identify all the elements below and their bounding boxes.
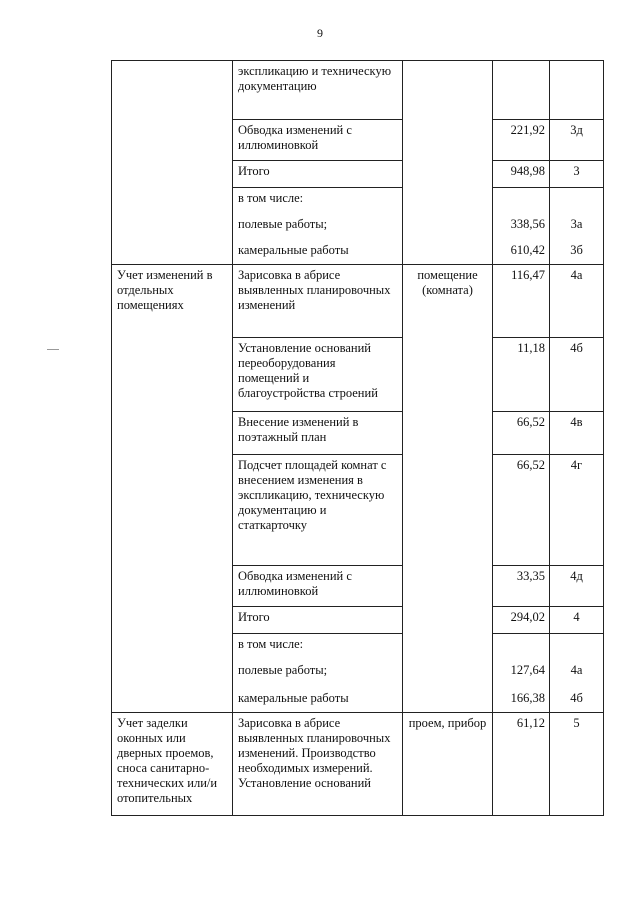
code-cell: 3б xyxy=(550,240,604,265)
cost-cell: 33,35 xyxy=(493,566,550,607)
work-cell: Зарисовка в абрисе выявленных планировочных изменений xyxy=(233,265,403,338)
cost-cell: 221,92 xyxy=(493,120,550,161)
section-cell: Учет изменений в отдельных помещениях xyxy=(112,265,233,713)
work-cell: Установление оснований переоборудования помещений и благоустройства строений xyxy=(233,338,403,412)
work-cell: Обводка изменений с иллюминовкой xyxy=(233,120,403,161)
work-cell: Внесение изменений в поэтажный план xyxy=(233,412,403,455)
cost-cell: 948,98 xyxy=(493,161,550,188)
table-row xyxy=(112,265,604,338)
code-cell: 4а xyxy=(550,660,604,688)
code-cell: 5 xyxy=(550,713,604,816)
code-cell: 4а xyxy=(550,265,604,338)
code-cell: 3д xyxy=(550,120,604,161)
code-cell: 4 xyxy=(550,607,604,634)
cost-cell: 166,38 xyxy=(493,688,550,713)
code-cell: 4д xyxy=(550,566,604,607)
code-cell: 3 xyxy=(550,161,604,188)
table-row xyxy=(112,713,604,816)
work-cell: в том числе: xyxy=(233,634,403,661)
cost-cell: 66,52 xyxy=(493,412,550,455)
work-cell: в том числе: xyxy=(233,188,403,215)
cost-cell xyxy=(493,188,550,215)
work-cell: Зарисовка в абрисе выявленных планировочных изменений. Производство необходимых измерений. Установление оснований xyxy=(233,713,403,816)
margin-mark xyxy=(47,349,59,350)
cost-cell: 61,12 xyxy=(493,713,550,816)
work-cell: камеральные работы xyxy=(233,688,403,713)
cost-cell: 127,64 xyxy=(493,660,550,688)
code-cell: 4в xyxy=(550,412,604,455)
page-number: 9 xyxy=(317,26,323,40)
code-cell: 4г xyxy=(550,455,604,566)
work-cell: экспликацию и техническую документацию xyxy=(233,61,403,120)
work-cell: Обводка изменений с иллюминовкой xyxy=(233,566,403,607)
code-cell: 4б xyxy=(550,338,604,412)
cost-cell: 116,47 xyxy=(493,265,550,338)
table-row xyxy=(112,61,604,120)
unit-cell: помещение (комната) xyxy=(403,265,493,713)
code-cell: 3а xyxy=(550,214,604,240)
code-cell xyxy=(550,188,604,215)
work-cell: Подсчет площадей комнат с внесением изменения в экспликацию, техническую документацию и статкарточку xyxy=(233,455,403,566)
code-cell xyxy=(550,61,604,120)
unit-cell: проем, прибор xyxy=(403,713,493,816)
cost-cell: 294,02 xyxy=(493,607,550,634)
cost-cell: 11,18 xyxy=(493,338,550,412)
code-cell: 4б xyxy=(550,688,604,713)
work-cell: полевые работы; xyxy=(233,214,403,240)
tariff-table xyxy=(111,60,604,816)
unit-cell xyxy=(403,61,493,265)
cost-cell: 338,56 xyxy=(493,214,550,240)
work-cell: Итого xyxy=(233,607,403,634)
section-cell xyxy=(112,61,233,265)
work-cell: полевые работы; xyxy=(233,660,403,688)
cost-cell xyxy=(493,61,550,120)
code-cell xyxy=(550,634,604,661)
work-cell: Итого xyxy=(233,161,403,188)
cost-cell: 66,52 xyxy=(493,455,550,566)
work-cell: камеральные работы xyxy=(233,240,403,265)
section-cell: Учет заделки оконных или дверных проемов, сноса санитарно-технических или/и отопительных xyxy=(112,713,233,816)
cost-cell xyxy=(493,634,550,661)
cost-cell: 610,42 xyxy=(493,240,550,265)
